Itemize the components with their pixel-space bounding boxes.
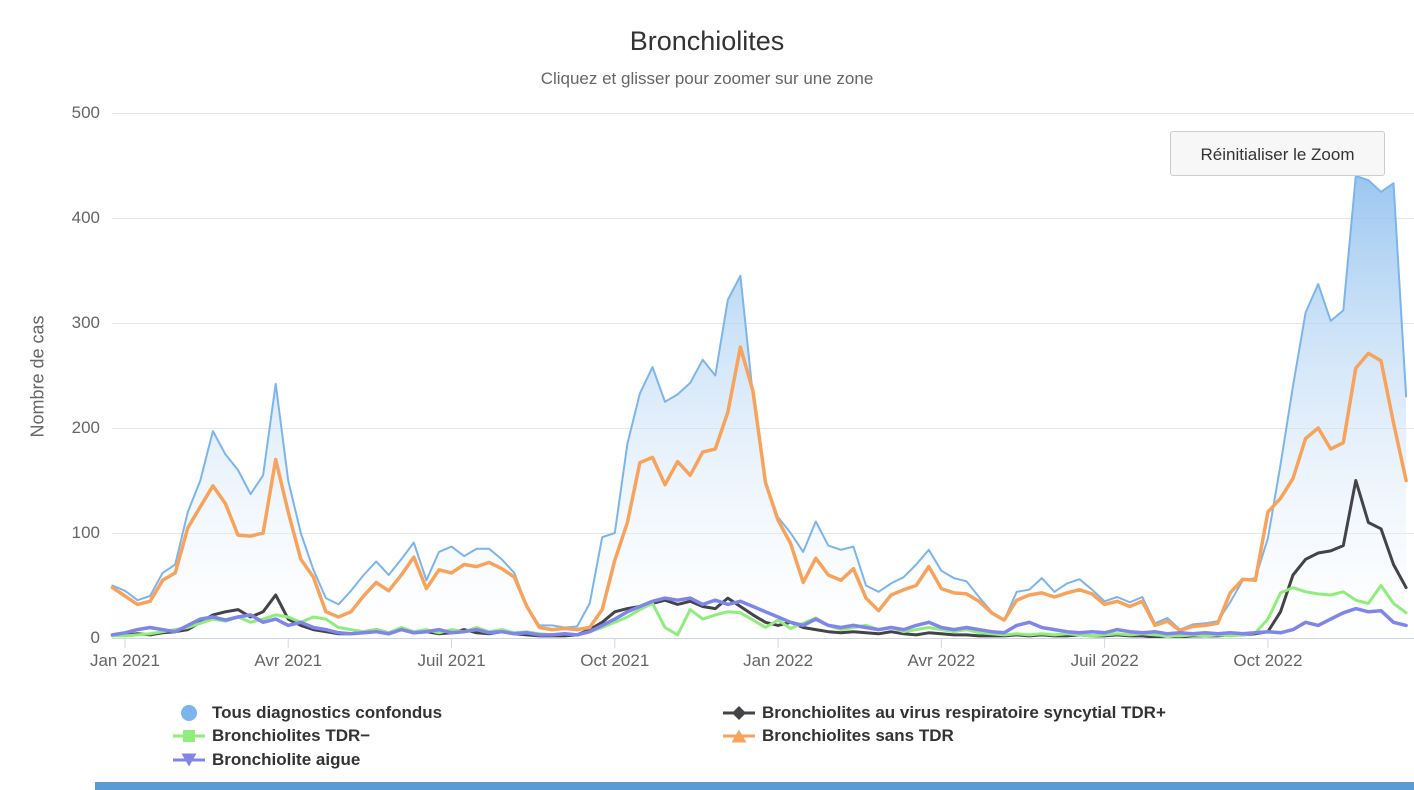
x-axis: [112, 638, 1414, 648]
legend-item-4[interactable]: [172, 748, 442, 772]
x-tick-label-7: Oct 2022: [1233, 651, 1303, 670]
y-tick-label-300: 300: [71, 313, 100, 332]
y-tick-label-100: 100: [71, 523, 100, 542]
x-tick-label-5: Avr 2022: [907, 651, 976, 670]
x-tick-label-3: Oct 2021: [580, 651, 650, 670]
x-tick-label-6: Juil 2022: [1070, 651, 1139, 670]
y-axis-title: Nombre de cas: [27, 315, 48, 438]
legend-marker-triangle-icon: [722, 727, 756, 745]
x-tick-label-0: Jan 2021: [89, 651, 160, 670]
legend-column-right: [722, 701, 1166, 748]
plot-area[interactable]: [112, 113, 1414, 638]
legend-item-1[interactable]: [722, 701, 1166, 725]
x-tick-label-1: Avr 2021: [254, 651, 323, 670]
bottom-blue-bar: [95, 782, 1414, 790]
legend-item-label: Bronchiolites TDR−: [212, 726, 371, 746]
legend-marker-triangle-down-icon: [172, 751, 206, 769]
y-tick-label-500: 500: [71, 103, 100, 122]
y-tick-label-400: 400: [71, 208, 100, 227]
y-tick-label-0: 0: [90, 628, 100, 647]
legend-item-label: Bronchiolite aigue: [212, 749, 361, 769]
chart-subtitle: Cliquez et glisser pour zoomer sur une zone: [540, 69, 874, 88]
legend-marker-circle-icon: [172, 704, 206, 722]
x-tick-label-4: Jan 2022: [743, 651, 814, 670]
x-tick-label-2: Juil 2021: [417, 651, 486, 670]
legend-item-0[interactable]: [172, 701, 442, 725]
y-tick-label-200: 200: [71, 418, 100, 437]
reset-zoom-button[interactable]: Réinitialiser le Zoom: [1170, 131, 1385, 176]
legend-item-3[interactable]: [722, 725, 1166, 749]
chart-title: Bronchiolites: [629, 26, 785, 56]
legend-column-left: [172, 701, 442, 772]
legend-marker-diamond-icon: [722, 704, 756, 722]
legend-item-2[interactable]: [172, 725, 442, 749]
legend-item-label: Bronchiolites sans TDR: [762, 726, 954, 746]
legend-marker-square-icon: [172, 727, 206, 745]
legend-item-label: Tous diagnostics confondus: [212, 702, 443, 722]
legend-item-label: Bronchiolites au virus respiratoire syncytial TDR+: [762, 702, 1166, 722]
